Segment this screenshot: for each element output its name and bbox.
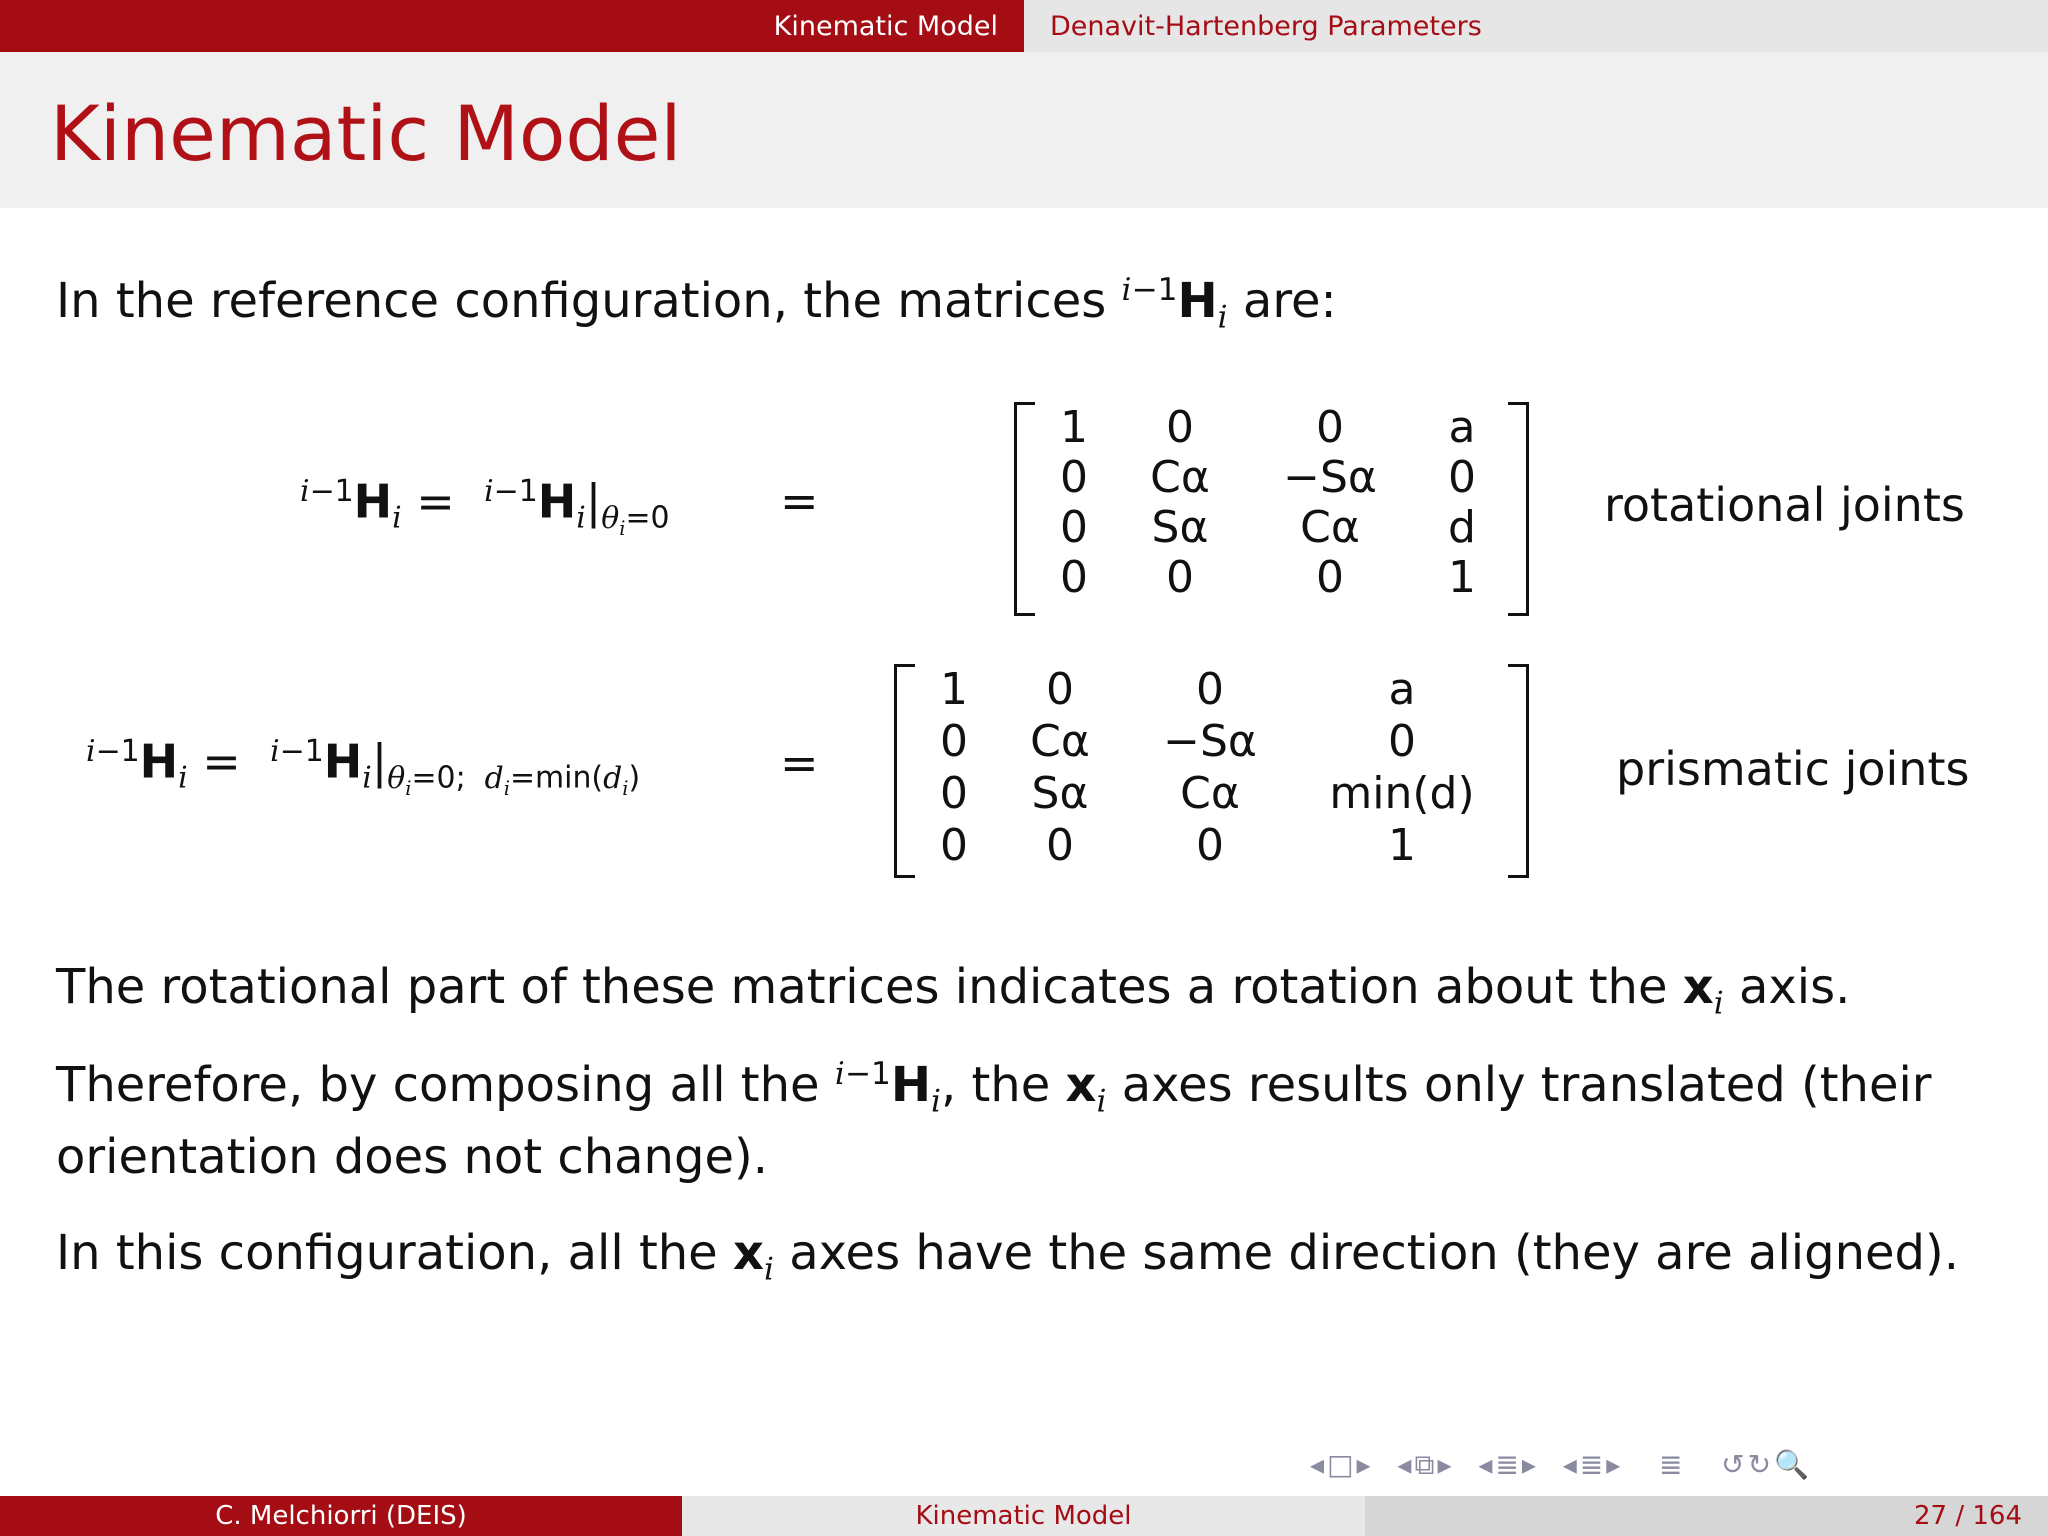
footer-bar: [0, 1496, 2048, 1536]
prismatic-label: prismatic joints: [1616, 742, 1970, 796]
header-subsection[interactable]: Denavit-Hartenberg Parameters: [1050, 10, 1482, 42]
prigrid-cell: 0: [1046, 820, 1074, 871]
prigrid-cell: Cα: [1180, 768, 1240, 819]
rotgrid-cell: Sα: [1151, 502, 1209, 553]
rotgrid-cell: Cα: [1150, 452, 1210, 503]
footer-page: 27 / 164: [1914, 1501, 2022, 1531]
pri-bracket-left: [894, 664, 915, 878]
arrow-left-icon[interactable]: ◂: [1310, 1448, 1328, 1481]
rotgrid-cell: 0: [1060, 552, 1088, 603]
rot-equals: =: [780, 474, 819, 528]
prigrid-cell: 0: [1388, 716, 1416, 767]
prigrid-cell: 0: [1196, 820, 1224, 871]
prigrid-cell: 1: [1388, 820, 1416, 871]
rotgrid-cell: 0: [1166, 402, 1194, 453]
section-icon[interactable]: ◂≣▸: [1478, 1448, 1539, 1481]
prigrid-cell: −Sα: [1163, 716, 1257, 767]
rotgrid-cell: 1: [1448, 552, 1476, 603]
pri-bracket-right: [1508, 664, 1529, 878]
prigrid-cell: a: [1388, 664, 1416, 715]
rot-bracket-left: [1014, 402, 1035, 616]
intro-text: In the reference configuration, the matrices $^{i-1}H_i$ are:: [56, 272, 1337, 336]
prigrid-cell: 0: [1196, 664, 1224, 715]
search-icon[interactable]: ↺↻🔍: [1721, 1448, 1812, 1481]
title-bar: [0, 52, 2048, 208]
para-aligned: In this configuration, all the $x_i$ axes have the same direction (they are aligned).: [56, 1225, 1959, 1288]
rotgrid-cell: 0: [1316, 552, 1344, 603]
rotational-label: rotational joints: [1604, 478, 1965, 532]
prigrid-cell: 0: [940, 768, 968, 819]
arrow-right-icon[interactable]: ▸: [1356, 1448, 1374, 1481]
rotgrid-cell: a: [1448, 402, 1476, 453]
rotgrid-cell: d: [1448, 502, 1476, 553]
rotgrid-cell: −Sα: [1283, 452, 1377, 503]
prigrid-cell: 0: [940, 716, 968, 767]
rotgrid-cell: 0: [1060, 502, 1088, 553]
header-bar: [0, 0, 2048, 52]
prigrid-cell: min(d): [1329, 768, 1475, 819]
para-compose: Therefore, by composing all the $^{i-1}H_i$, the $x_i$ axes results only translated (their orientation does not change).: [56, 1056, 1932, 1186]
prigrid-cell: 1: [940, 664, 968, 715]
rot-equation: $^{i-1}H_i = ^{i-1}H_i|_{\theta_i=0}$: [300, 474, 670, 540]
nav-controls[interactable]: [1310, 1448, 1812, 1482]
align-icon[interactable]: ◂≣▸: [1562, 1448, 1624, 1481]
prigrid-cell: 0: [940, 820, 968, 871]
prigrid-cell: Cα: [1030, 716, 1090, 767]
frame-icon[interactable]: □: [1327, 1448, 1357, 1481]
rotgrid-cell: 0: [1448, 452, 1476, 503]
rotgrid-cell: 0: [1060, 452, 1088, 503]
menu-icon[interactable]: ≣: [1659, 1448, 1686, 1481]
rot-bracket-right: [1508, 402, 1529, 616]
prigrid-cell: Sα: [1031, 768, 1089, 819]
subsection-icon[interactable]: ◂⧉▸: [1397, 1448, 1455, 1481]
rotgrid-cell: 0: [1316, 402, 1344, 453]
rotgrid-cell: 0: [1166, 552, 1194, 603]
header-section[interactable]: Kinematic Model: [773, 10, 998, 42]
rotgrid-cell: 1: [1060, 402, 1088, 453]
para-rotation: The rotational part of these matrices indicates a rotation about the $x_i$ axis.: [56, 959, 1851, 1022]
pri-equals: =: [780, 736, 819, 790]
rotgrid-cell: Cα: [1300, 502, 1360, 553]
prigrid-cell: 0: [1046, 664, 1074, 715]
footer-author: C. Melchiorri (DEIS): [215, 1501, 467, 1531]
slide-title: Kinematic Model: [50, 89, 682, 178]
footer-title: Kinematic Model: [915, 1501, 1132, 1531]
pri-equation: $^{i-1}H_i = ^{i-1}H_i|_{\theta_i=0; d_i=min(d_i)}$: [86, 734, 641, 800]
